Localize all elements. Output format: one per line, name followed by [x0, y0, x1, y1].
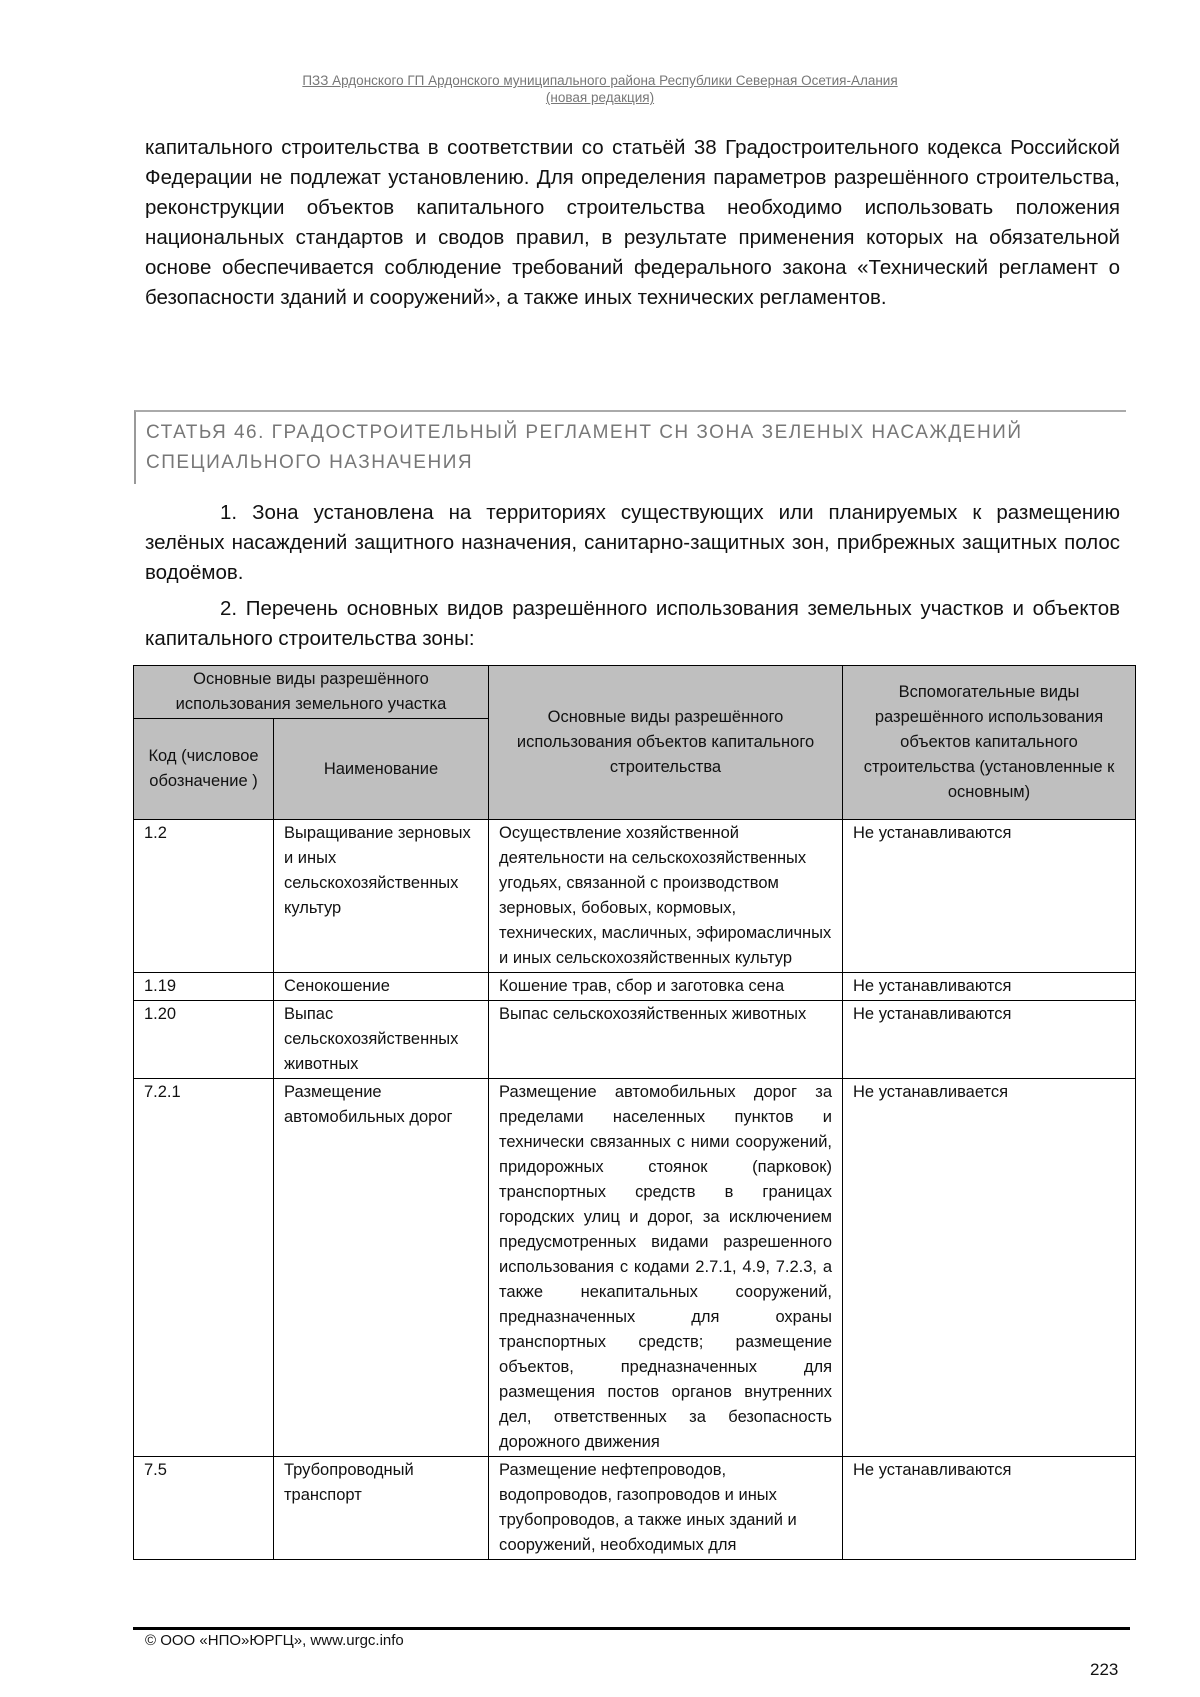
table-row	[134, 1457, 1136, 1560]
row-name: Выращивание зерновых и иных сельскохозяйственных культур	[274, 820, 489, 973]
row-main: Кошение трав, сбор и заготовка сена	[489, 973, 843, 1001]
table-row	[134, 1001, 1136, 1079]
land-use-table	[133, 665, 1136, 1560]
row-code: 7.5	[134, 1457, 274, 1560]
page-number: 223	[1090, 1660, 1119, 1679]
row-main: Выпас сельскохозяйственных животных	[489, 1001, 843, 1079]
row-main: Размещение нефтепроводов, водопроводов, газопроводов и иных трубопроводов, а также иных зданий и сооружений, необходимых для	[489, 1457, 843, 1560]
header-title: ПЗЗ Ардонского ГП Ардонского муниципального района Республики Северная Осетия-Алания	[302, 73, 898, 88]
row-main: Размещение автомобильных дорог за пределами населенных пунктов и технически связанных с ними сооружений, придорожных стоянок (парковок) транспортных средств в границах городских улиц и дорог, за исключением предусмотренных видами разрешенного использования с кодами 2.7.1, 4.9, 7.2.3, а также некапитальных сооружений, предназначенных для охраны транспортных средств; размещение объектов, предназначенных для размещения постов органов внутренних дел, ответственных за безопасность дорожного движения	[489, 1079, 843, 1457]
article-title: СТАТЬЯ 46. ГРАДОСТРОИТЕЛЬНЫЙ РЕГЛАМЕНТ СН ЗОНА ЗЕЛЕНЫХ НАСАЖДЕНИЙ СПЕЦИАЛЬНОГО НАЗНАЧЕНИЯ	[146, 422, 1023, 473]
point-2-paragraph: 2. Перечень основных видов разрешённого использования земельных участков и объектов капитального строительства зоны:	[145, 597, 1120, 650]
footer-divider	[133, 1627, 1130, 1630]
row-name: Размещение автомобильных дорог	[274, 1079, 489, 1457]
header-name-cell: Наименование	[274, 719, 489, 820]
header-aux-cell: Вспомогательные виды разрешённого использования объектов капитального строительства (установленные к основным)	[843, 666, 1136, 820]
row-aux: Не устанавливаются	[843, 820, 1136, 973]
table-row	[134, 1079, 1136, 1457]
table-row	[134, 973, 1136, 1001]
row-code: 7.2.1	[134, 1079, 274, 1457]
running-header	[0, 72, 1200, 106]
row-aux: Не устанавливаются	[843, 973, 1136, 1001]
table-header-row	[134, 666, 1136, 719]
article-heading-box	[134, 410, 1126, 484]
row-name: Трубопроводный транспорт	[274, 1457, 489, 1560]
footer-copyright: © ООО «НПО»ЮРГЦ», www.urgc.info	[145, 1632, 404, 1649]
header-group-cell: Основные виды разрешённого использования земельного участка	[134, 666, 489, 719]
row-name: Сенокошение	[274, 973, 489, 1001]
row-code: 1.19	[134, 973, 274, 1001]
row-code: 1.2	[134, 820, 274, 973]
row-name: Выпас сельскохозяйственных животных	[274, 1001, 489, 1079]
intro-paragraph: капитального строительства в соответствии со статьёй 38 Градостроительного кодекса Российской Федерации не подлежат установлению. Для определения параметров разрешённого строительства, реконструкции объектов капитального строительства необходимо использовать положения национальных стандартов и сводов правил, в результате применения которых на обязательной основе обеспечивается соблюдение требований федерального закона «Технический регламент о безопасности зданий и сооружений», а также иных технических регламентов.	[145, 136, 1120, 309]
row-code: 1.20	[134, 1001, 274, 1079]
point-1-paragraph: 1. Зона установлена на территориях существующих или планируемых к размещению зелёных насаждений защитного назначения, санитарно-защитных зон, прибрежных защитных полос водоёмов.	[145, 501, 1120, 584]
row-aux: Не устанавливается	[843, 1079, 1136, 1457]
header-code-cell: Код (числовое обозначение )	[134, 719, 274, 820]
row-aux: Не устанавливаются	[843, 1001, 1136, 1079]
header-main-cell: Основные виды разрешённого использования объектов капитального строительства	[489, 666, 843, 820]
table-row	[134, 820, 1136, 973]
row-main: Осуществление хозяйственной деятельности на сельскохозяйственных угодьях, связанной с производством зерновых, бобовых, кормовых, технических, масличных, эфиромасличных и иных сельскохозяйственных культур	[489, 820, 843, 973]
row-aux: Не устанавливаются	[843, 1457, 1136, 1560]
header-subtitle: (новая редакция)	[545, 90, 655, 105]
